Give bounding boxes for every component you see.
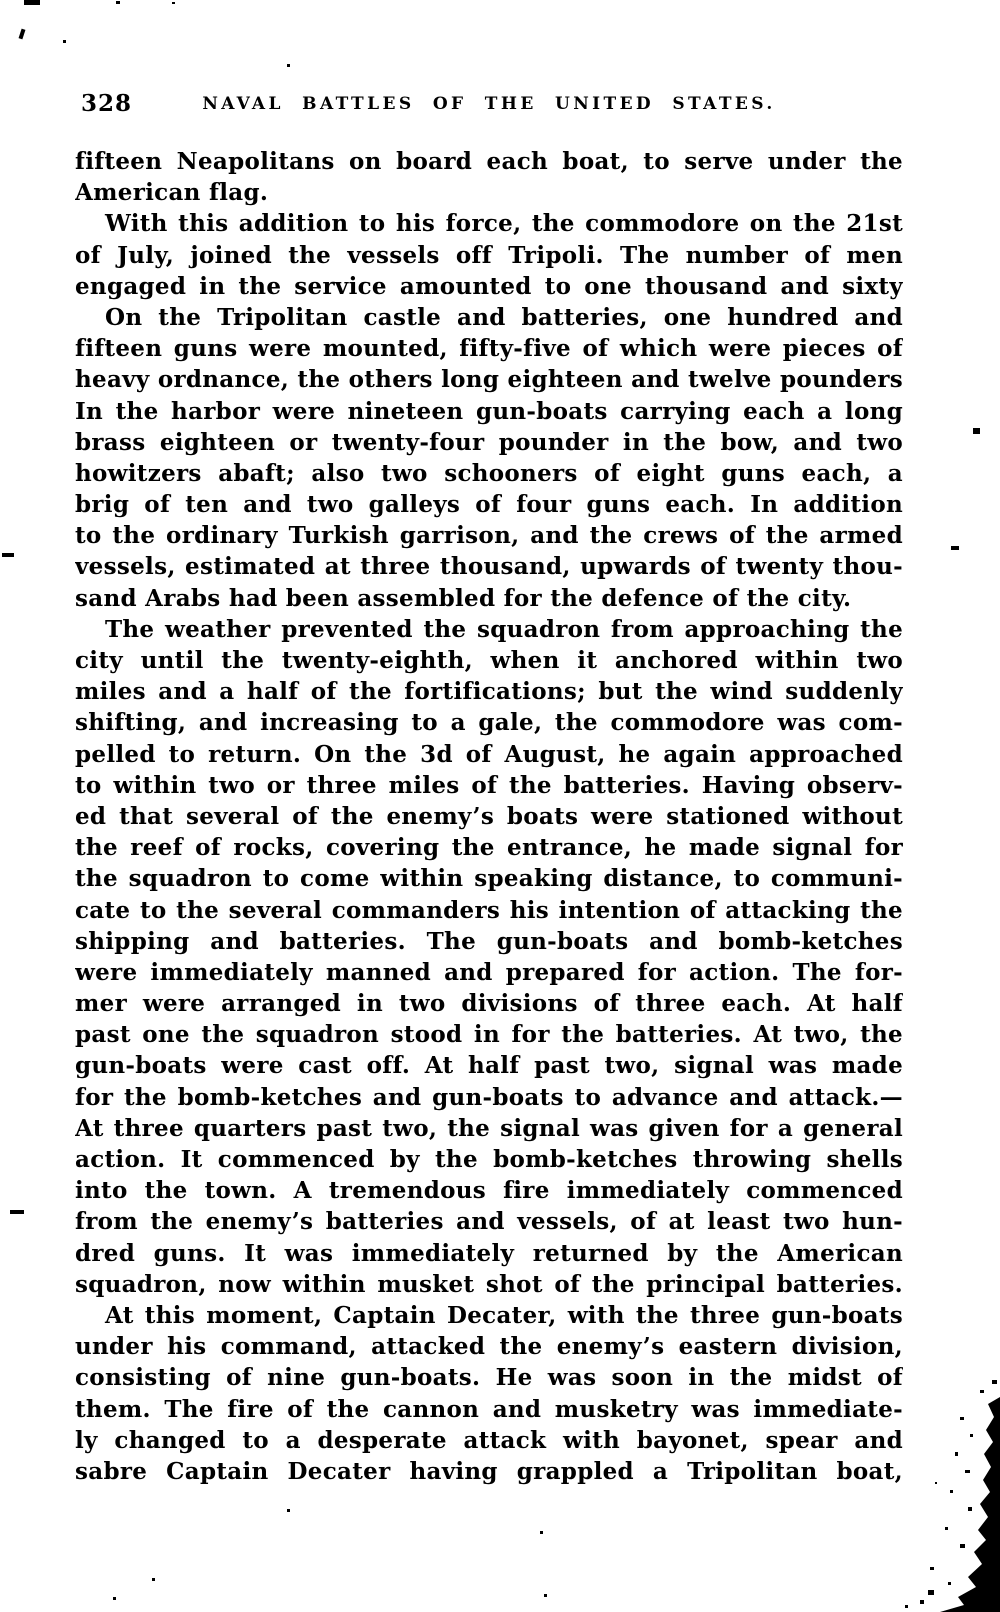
scan-artifact-margin-dash — [10, 1210, 24, 1214]
scan-artifact-speck — [287, 1509, 290, 1512]
text-line: shipping and batteries. The gun-boats and bomb-ketches — [75, 927, 903, 955]
scan-artifact-speck — [63, 40, 66, 43]
text-line: under his command, attacked the enemy’s eastern division, — [75, 1333, 903, 1361]
text-line: engaged in the service amounted to one thousand and sixty — [75, 272, 903, 300]
scan-artifact-speck — [113, 1597, 116, 1600]
scan-artifact-speck — [973, 428, 980, 434]
text-line: into the town. A tremendous fire immediately commenced — [75, 1177, 903, 1205]
text-line: dred guns. It was immediately returned by the American — [75, 1239, 903, 1267]
text-line: At this moment, Captain Decater, with the three gun-boats — [105, 1301, 903, 1329]
text-line: to within two or three miles of the batteries. Having observ- — [75, 771, 903, 799]
scan-artifact-speck — [152, 1578, 155, 1581]
scan-artifact-top-strip — [24, 0, 40, 5]
scan-artifact-speck — [544, 1594, 547, 1597]
scan-artifact-margin-dash — [2, 553, 14, 557]
paragraph — [75, 1300, 903, 1487]
scan-artifact-speck — [116, 1, 120, 4]
text-line: sabre Captain Decater having grappled a Tripolitan boat, — [75, 1457, 903, 1485]
text-line: past one the squadron stood in for the batteries. At two, the — [75, 1021, 903, 1049]
text-line: At three quarters past two, the signal was given for a general — [75, 1114, 903, 1142]
page-number: 328 — [81, 90, 133, 117]
text-line: On the Tripolitan castle and batteries, one hundred and — [105, 303, 903, 331]
scan-artifact-speck — [19, 29, 26, 40]
scan-artifact-page-edge-blob — [900, 1372, 1000, 1612]
paragraph — [75, 302, 903, 614]
text-line: The weather prevented the squadron from approaching the — [105, 615, 903, 643]
text-line: fifteen Neapolitans on board each boat, to serve under the — [75, 148, 903, 175]
text-line: brig of ten and two galleys of four guns each. In addition — [75, 491, 903, 519]
paragraph — [75, 208, 903, 302]
text-line: miles and a half of the fortifications; but the wind suddenly — [75, 678, 903, 706]
text-line: In the harbor were nineteen gun-boats carrying each a long — [75, 397, 903, 425]
text-line: brass eighteen or twenty-four pounder in the bow, and two — [75, 428, 903, 456]
paragraph — [75, 146, 903, 208]
scan-artifact-speck — [172, 2, 175, 4]
text-line: heavy ordnance, the others long eighteen and twelve pounders — [75, 366, 903, 394]
paragraph — [75, 614, 903, 1300]
page-body — [75, 146, 903, 1487]
text-line: American flag. — [75, 179, 269, 207]
text-line: mer were arranged in two divisions of three each. At half — [75, 990, 903, 1018]
scan-artifact-speck — [540, 1531, 543, 1534]
text-line: ed that several of the enemy’s boats were stationed without — [75, 802, 903, 830]
text-line: sand Arabs had been assembled for the defence of the city. — [75, 584, 852, 612]
text-line: the squadron to come within speaking distance, to communi- — [75, 865, 903, 893]
text-line: cate to the several commanders his intention of attacking the — [75, 896, 903, 924]
text-line: squadron, now within musket shot of the principal batteries. — [75, 1270, 903, 1298]
text-line: of July, joined the vessels off Tripoli. The number of men — [75, 241, 903, 269]
page-header — [75, 90, 903, 122]
text-line: vessels, estimated at three thousand, upwards of twenty thou- — [75, 553, 903, 581]
text-line: fifteen guns were mounted, fifty-five of which were pieces of — [75, 335, 903, 363]
text-line: the reef of rocks, covering the entrance, he made signal for — [75, 834, 903, 862]
text-line: them. The fire of the cannon and musketry was immediate- — [75, 1395, 903, 1423]
scan-artifact-speck — [951, 546, 959, 550]
text-line: action. It commenced by the bomb-ketches throwing shells — [75, 1146, 903, 1173]
text-line: to the ordinary Turkish garrison, and the crews of the armed — [75, 522, 903, 550]
text-line: consisting of nine gun-boats. He was soon in the midst of — [75, 1364, 903, 1392]
text-line: from the enemy’s batteries and vessels, of at least two hun- — [75, 1208, 903, 1236]
text-line: shifting, and increasing to a gale, the commodore was com- — [75, 709, 903, 737]
text-line: ly changed to a desperate attack with bayonet, spear and — [75, 1426, 903, 1454]
text-line: gun-boats were cast off. At half past two, signal was made — [75, 1052, 903, 1080]
running-head: NAVAL BATTLES OF THE UNITED STATES. — [202, 94, 776, 114]
text-line: howitzers abaft; also two schooners of eight guns each, a — [75, 459, 903, 487]
text-line: were immediately manned and prepared for action. The for- — [75, 958, 903, 986]
text-line: city until the twenty-eighth, when it anchored within two — [75, 647, 903, 674]
text-line: pelled to return. On the 3d of August, he again approached — [75, 740, 903, 768]
text-line: With this addition to his force, the commodore on the 21st — [105, 210, 903, 238]
scan-artifact-speck — [287, 64, 290, 67]
text-line: for the bomb-ketches and gun-boats to advance and attack.— — [75, 1083, 903, 1111]
